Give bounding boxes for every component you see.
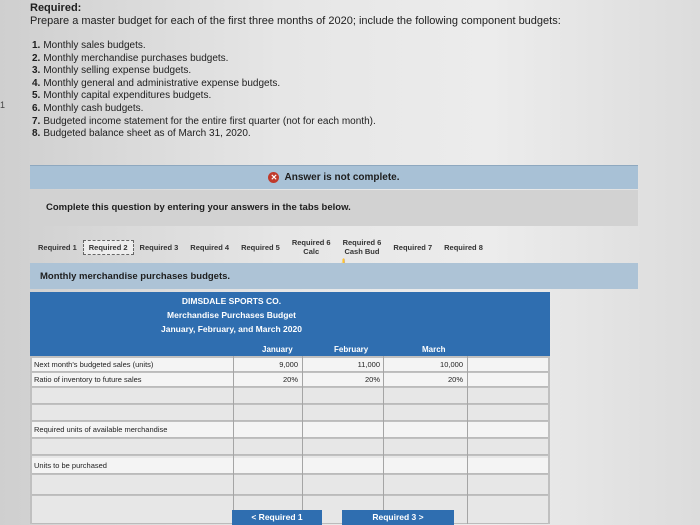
tab-required-9[interactable]: Required 8 [444, 242, 483, 252]
tab-required-3[interactable]: Required 3 [139, 242, 179, 252]
cell-january[interactable]: 9,000 [279, 360, 298, 369]
requirement-text: Budgeted income statement for the entire first quarter (not for each month). [43, 115, 376, 127]
input-row[interactable] [32, 439, 548, 455]
input-row[interactable] [32, 475, 548, 495]
tab-required-1[interactable]: Required 1 [38, 242, 77, 252]
requirement-text: Monthly general and administrative expense budgets. [43, 77, 281, 89]
table-row [32, 458, 548, 474]
column-divider [467, 356, 468, 524]
requirement-text: Monthly sales budgets. [43, 40, 146, 51]
budget-period: January, February, and March 2020 [161, 324, 302, 334]
tab-required-6[interactable]: Required 6 Calc [291, 238, 331, 256]
cell-february[interactable]: 20% [364, 375, 380, 384]
month-header: January [262, 345, 293, 354]
x-circle-icon: ✕ [268, 172, 279, 183]
requirement-item [32, 103, 376, 116]
requirement-item [32, 116, 376, 129]
requirement-item [32, 128, 376, 141]
requirement-item [32, 65, 376, 78]
required-heading: Required: [30, 2, 82, 14]
requirement-item [32, 53, 376, 66]
requirement-text: Budgeted balance sheet as of March 31, 2020. [43, 128, 251, 140]
tab-required-7[interactable]: Required 6 Cash Bud [342, 238, 382, 256]
column-divider [302, 356, 303, 524]
requirement-text: Monthly capital expenditures budgets. [43, 90, 212, 102]
requirement-text: Monthly merchandise purchases budgets. [43, 52, 229, 64]
requirement-item [32, 40, 376, 53]
next-tab-button[interactable]: Required 3 > [342, 510, 454, 525]
requirement-number: 6. [32, 102, 41, 114]
month-header: February [334, 345, 369, 354]
tab-required-4[interactable]: Required 4 [190, 242, 230, 252]
cell-february[interactable]: 11,000 [357, 360, 380, 369]
input-row[interactable] [32, 388, 548, 404]
instructions-bar: Complete this question by entering your answers in the tabs below. [30, 190, 638, 226]
requirement-text: Monthly cash budgets. [43, 102, 144, 114]
row-label: Units to be purchased [34, 461, 107, 470]
requirement-number: 3. [32, 65, 41, 77]
cell-march[interactable]: 10,000 [440, 360, 463, 369]
table-row [32, 373, 548, 387]
cell-january[interactable]: 20% [282, 375, 298, 384]
requirement-item [32, 90, 376, 103]
row-label: Next month's budgeted sales (units) [34, 360, 154, 369]
tab-required-8[interactable]: Required 7 [393, 242, 433, 252]
panel-title: Monthly merchandise purchases budgets. [30, 263, 638, 289]
table-row [32, 358, 548, 372]
tab-required-2[interactable]: Required 2 [83, 240, 134, 255]
requirement-number: 1. [32, 40, 41, 51]
row-label: Required units of available merchandise [34, 425, 168, 434]
input-row[interactable] [32, 405, 548, 421]
requirements-list [32, 40, 376, 141]
requirement-item [32, 78, 376, 91]
tab-required-5[interactable]: Required 5 [241, 242, 280, 252]
column-divider [383, 356, 384, 524]
row-label: Ratio of inventory to future sales [34, 375, 142, 384]
requirement-number: 7. [32, 115, 41, 127]
budget-title: Merchandise Purchases Budget [167, 310, 296, 320]
answer-status-text: Answer is not complete. [284, 172, 400, 183]
month-header: March [422, 345, 446, 354]
cell-march[interactable]: 20% [447, 375, 463, 384]
requirement-number: 8. [32, 128, 41, 140]
side-marker: 1 [0, 100, 6, 110]
requirement-number: 5. [32, 90, 41, 102]
purchases-budget-table [30, 292, 550, 524]
budget-header [30, 292, 550, 356]
required-description: Prepare a master budget for each of the first three months of 2020; include the following component budgets: [30, 15, 561, 27]
requirement-number: 4. [32, 77, 41, 89]
table-row [32, 422, 548, 438]
requirement-number: 2. [32, 52, 41, 64]
answer-status-banner [30, 165, 638, 189]
column-divider [233, 356, 234, 524]
prev-tab-button[interactable]: < Required 1 [232, 510, 322, 525]
requirement-text: Monthly selling expense budgets. [43, 65, 192, 77]
company-name: DIMSDALE SPORTS CO. [181, 296, 282, 306]
